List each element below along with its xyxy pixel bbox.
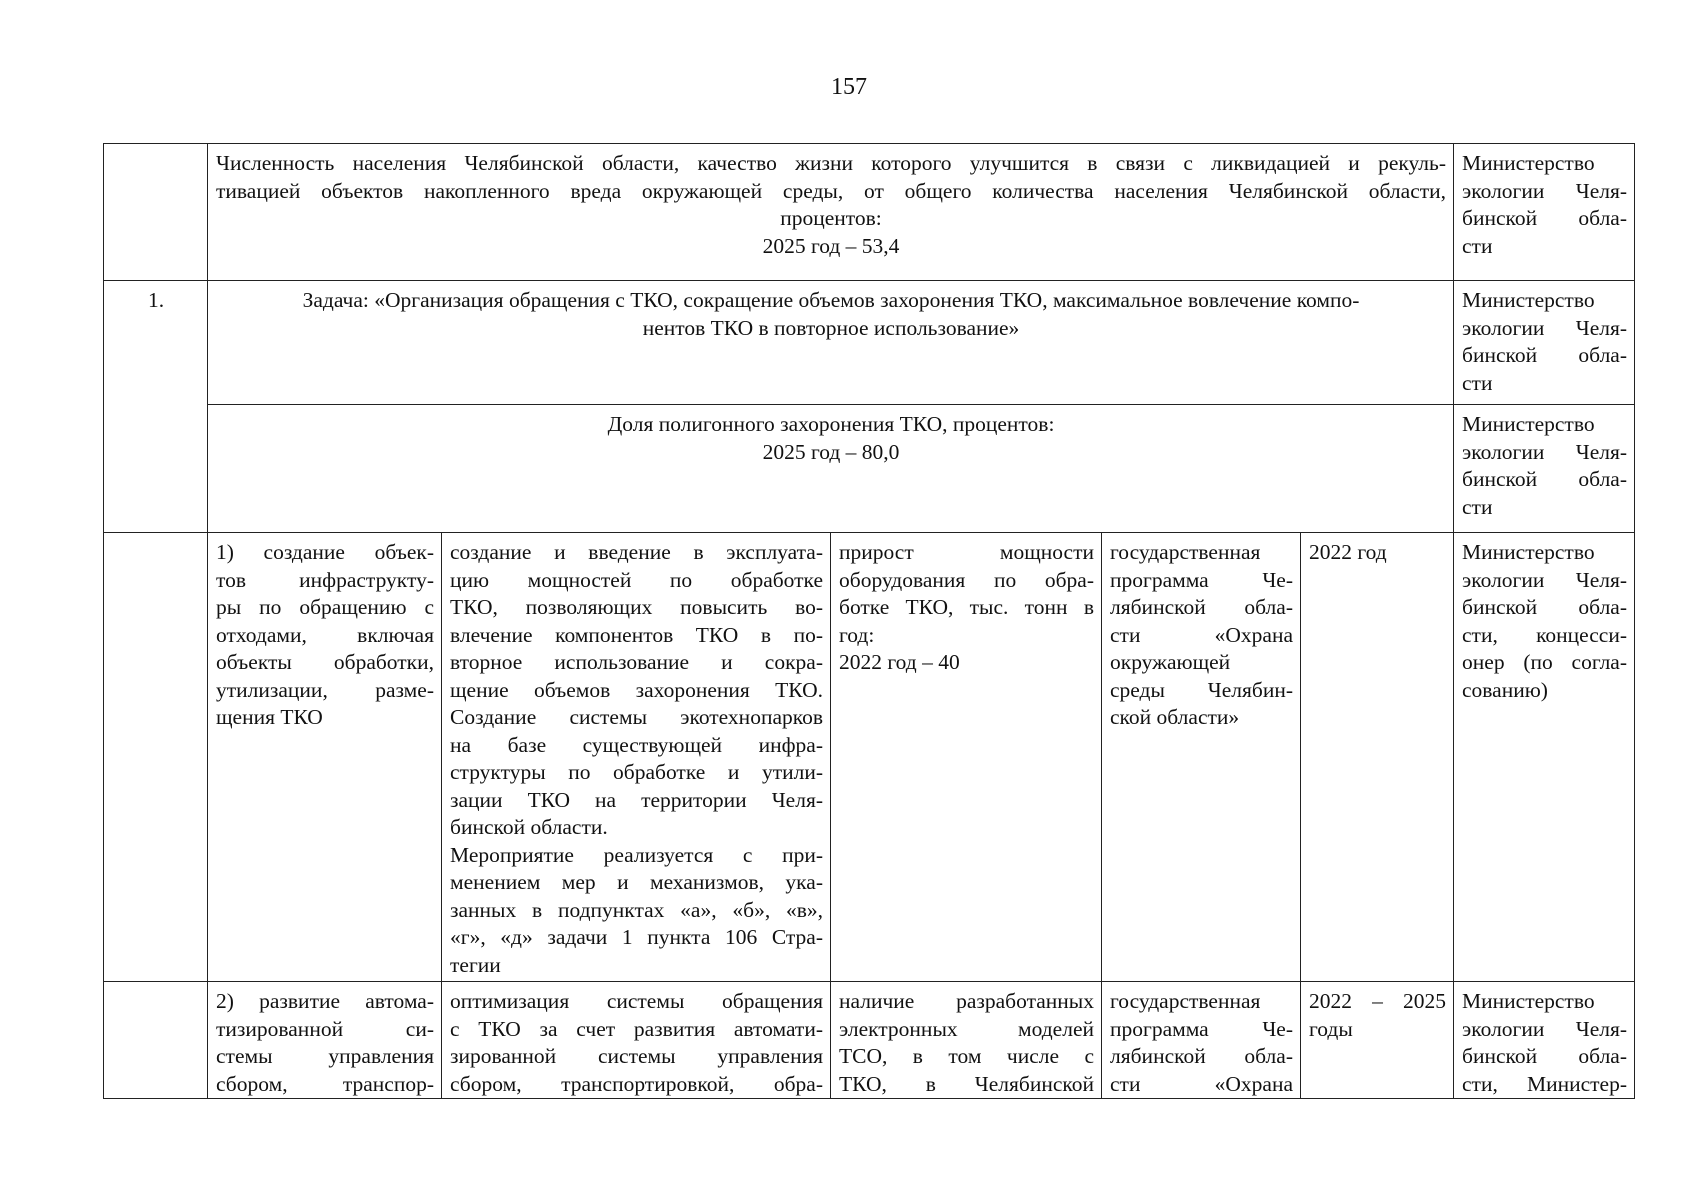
text-line: экологии Челя-: [1462, 567, 1628, 592]
text-line: экологии Челя-: [1462, 439, 1628, 464]
text-line: бинской обла-: [1462, 1044, 1628, 1068]
text-line: ры по обращению с: [216, 595, 434, 619]
text-line: щение объемов захоронения ТКО.: [450, 677, 823, 702]
task-cell: [208, 281, 1454, 405]
measure-result-cell: [831, 982, 1102, 1099]
text-line: Министерство: [1462, 288, 1595, 312]
text-line: 2025 год – 80,0: [762, 439, 900, 464]
text-line: создание и введение в эксплуата-: [450, 540, 823, 564]
text-line: процентов:: [780, 206, 882, 230]
text-line: годы: [1309, 1016, 1353, 1041]
text-line: лябинской обла-: [1110, 1044, 1293, 1068]
ministry-text: [1462, 411, 1627, 521]
text-line: 2022 – 2025: [1309, 989, 1447, 1013]
measure-term-cell: [1301, 982, 1454, 1099]
text-line: программа Че-: [1110, 1016, 1293, 1041]
page-number: 157: [831, 74, 867, 100]
text-line: онер (по согла-: [1462, 650, 1628, 674]
table-row-measure-2: [104, 982, 1635, 1099]
text-line: стемы управления: [216, 1044, 434, 1068]
number-cell-empty: [104, 144, 208, 281]
text-line: Мероприятие реализуется с при-: [450, 842, 823, 867]
text-line: менением мер и механизмов, ука-: [450, 870, 823, 894]
text-line: Министерство: [1462, 412, 1595, 436]
ministry-cell: [1454, 281, 1635, 405]
text-line: государственная: [1110, 989, 1261, 1013]
text-line: влечение компонентов ТКО в по-: [450, 622, 823, 647]
text-line: бинской обла-: [1462, 343, 1628, 367]
text-line: программа Че-: [1110, 567, 1293, 592]
text-line: зации ТКО на территории Челя-: [450, 787, 823, 812]
text-line: сти «Охрана: [1110, 622, 1293, 647]
measure-description-cell: [442, 533, 831, 982]
task-text: [216, 287, 1446, 342]
text-line: Задача: «Организация обращения с ТКО, сокращение объемов захоронения ТКО, максимальное вовлечение компо-: [302, 288, 1360, 312]
text-line: ботке ТКО, тыс. тонн в: [839, 595, 1094, 619]
measure-program-cell: [1102, 982, 1301, 1099]
measure-program-text: [1110, 539, 1293, 732]
table-row-measure-1: [104, 533, 1635, 982]
text-line: год:: [839, 622, 875, 647]
text-line: объекты обработки,: [216, 650, 434, 674]
number-cell-empty: [104, 982, 208, 1099]
text-line: среды Челябин-: [1110, 677, 1293, 702]
ministry-cell: [1454, 144, 1635, 281]
text-line: на базе существующей инфра-: [450, 732, 823, 757]
text-line: бинской области.: [450, 815, 608, 839]
text-line: тов инфраструкту-: [216, 567, 434, 592]
text-line: экологии Челя-: [1462, 178, 1628, 203]
measure-name-text: [216, 988, 434, 1098]
text-line: Создание системы экотехнопарков: [450, 705, 823, 729]
text-line: экологии Челя-: [1462, 315, 1628, 340]
text-line: занных в подпунктах «а», «б», «в»,: [450, 897, 823, 922]
text-line: тегии: [450, 952, 501, 977]
ministry-text: [1462, 287, 1627, 397]
measure-result-cell: [831, 533, 1102, 982]
text-line: государственная: [1110, 540, 1261, 564]
text-line: 2) развитие автома-: [216, 989, 434, 1013]
measure-responsible-text: [1462, 988, 1627, 1098]
text-line: ТКО, в Челябинской: [839, 1071, 1094, 1096]
indicator-text: [216, 150, 1446, 260]
text-line: окружающей: [1110, 650, 1231, 674]
share-indicator-text: [216, 411, 1446, 466]
text-line: 2022 год – 40: [839, 650, 960, 674]
text-line: «г», «д» задачи 1 пункта 106 Стра-: [450, 925, 823, 949]
text-line: 1) создание объек-: [216, 540, 434, 564]
measure-term-text: [1309, 988, 1446, 1043]
text-line: утилизации, разме-: [216, 677, 434, 702]
measure-name-text: [216, 539, 434, 732]
share-indicator-cell: [208, 405, 1454, 533]
text-line: сти: [1462, 233, 1493, 258]
text-line: сти, концесси-: [1462, 622, 1628, 647]
text-line: ской области»: [1110, 705, 1240, 729]
measure-description-cell: [442, 982, 831, 1099]
indicator-cell: [208, 144, 1454, 281]
measure-term-text: [1309, 539, 1446, 567]
measure-responsible-cell: [1454, 533, 1635, 982]
measure-name-cell: [208, 533, 442, 982]
text-line: сбором, транспортировкой, обра-: [450, 1071, 823, 1096]
text-line: прирост мощности: [839, 540, 1094, 564]
text-line: ТКО, позволяющих повысить во-: [450, 595, 823, 619]
table-row-share: [104, 405, 1635, 533]
text-line: 2025 год – 53,4: [762, 233, 900, 258]
text-line: оптимизация системы обращения: [450, 989, 823, 1013]
text-line: с ТКО за счет развития автомати-: [450, 1016, 823, 1041]
text-line: экологии Челя-: [1462, 1016, 1628, 1041]
measure-result-text: [839, 539, 1094, 677]
table-row-task: [104, 281, 1635, 405]
text-line: Министерство: [1462, 540, 1595, 564]
text-line: ТСО, в том числе с: [839, 1044, 1094, 1068]
text-line: наличие разработанных: [839, 989, 1094, 1013]
measure-responsible-text: [1462, 539, 1627, 704]
text-line: электронных моделей: [839, 1016, 1094, 1041]
text-line: сти: [1462, 494, 1493, 519]
text-line: лябинской обла-: [1110, 595, 1293, 619]
task-number: 1.: [147, 288, 165, 312]
text-line: сти: [1462, 370, 1493, 395]
text-line: бинской обла-: [1462, 595, 1628, 619]
text-line: Министерство: [1462, 989, 1595, 1013]
text-line: щения ТКО: [216, 705, 323, 729]
text-line: сти, Министер-: [1462, 1071, 1628, 1096]
measure-result-text: [839, 988, 1094, 1098]
text-line: тизированной си-: [216, 1016, 434, 1041]
text-line: структуры по обработке и утили-: [450, 760, 823, 784]
measure-program-cell: [1102, 533, 1301, 982]
measure-name-cell: [208, 982, 442, 1099]
measure-description-text: [450, 539, 823, 979]
text-line: сбором, транспор-: [216, 1071, 434, 1096]
text-line: Министерство: [1462, 151, 1595, 175]
task-number-cell: [104, 281, 208, 533]
measure-program-text: [1110, 988, 1293, 1098]
text-line: цию мощностей по обработке: [450, 567, 823, 592]
text-line: бинской обла-: [1462, 206, 1628, 230]
ministry-cell: [1454, 405, 1635, 533]
table-row-indicator: [104, 144, 1635, 281]
text-line: вторное использование и сокра-: [450, 650, 823, 674]
text-line: сованию): [1462, 677, 1548, 702]
text-line: отходами, включая: [216, 622, 434, 647]
text-line: сти «Охрана: [1110, 1071, 1293, 1096]
text-line: нентов ТКО в повторное использование»: [642, 315, 1020, 340]
text-line: тивацией объектов накопленного вреда окружающей среды, от общего количества населения Челябинской области,: [216, 178, 1447, 203]
strategy-table: [103, 143, 1635, 1099]
text-line: Доля полигонного захоронения ТКО, процентов:: [607, 412, 1055, 436]
ministry-text: [1462, 150, 1627, 260]
text-line: 2022 год: [1309, 540, 1387, 564]
text-line: оборудования по обра-: [839, 567, 1094, 592]
text-line: зированной системы управления: [450, 1044, 823, 1068]
text-line: бинской обла-: [1462, 467, 1628, 491]
text-line: Численность населения Челябинской области, качество жизни которого улучшится в связи с ликвидацией и рекуль-: [216, 151, 1447, 175]
measure-responsible-cell: [1454, 982, 1635, 1099]
measure-description-text: [450, 988, 823, 1098]
number-cell-empty: [104, 533, 208, 982]
measure-term-cell: [1301, 533, 1454, 982]
